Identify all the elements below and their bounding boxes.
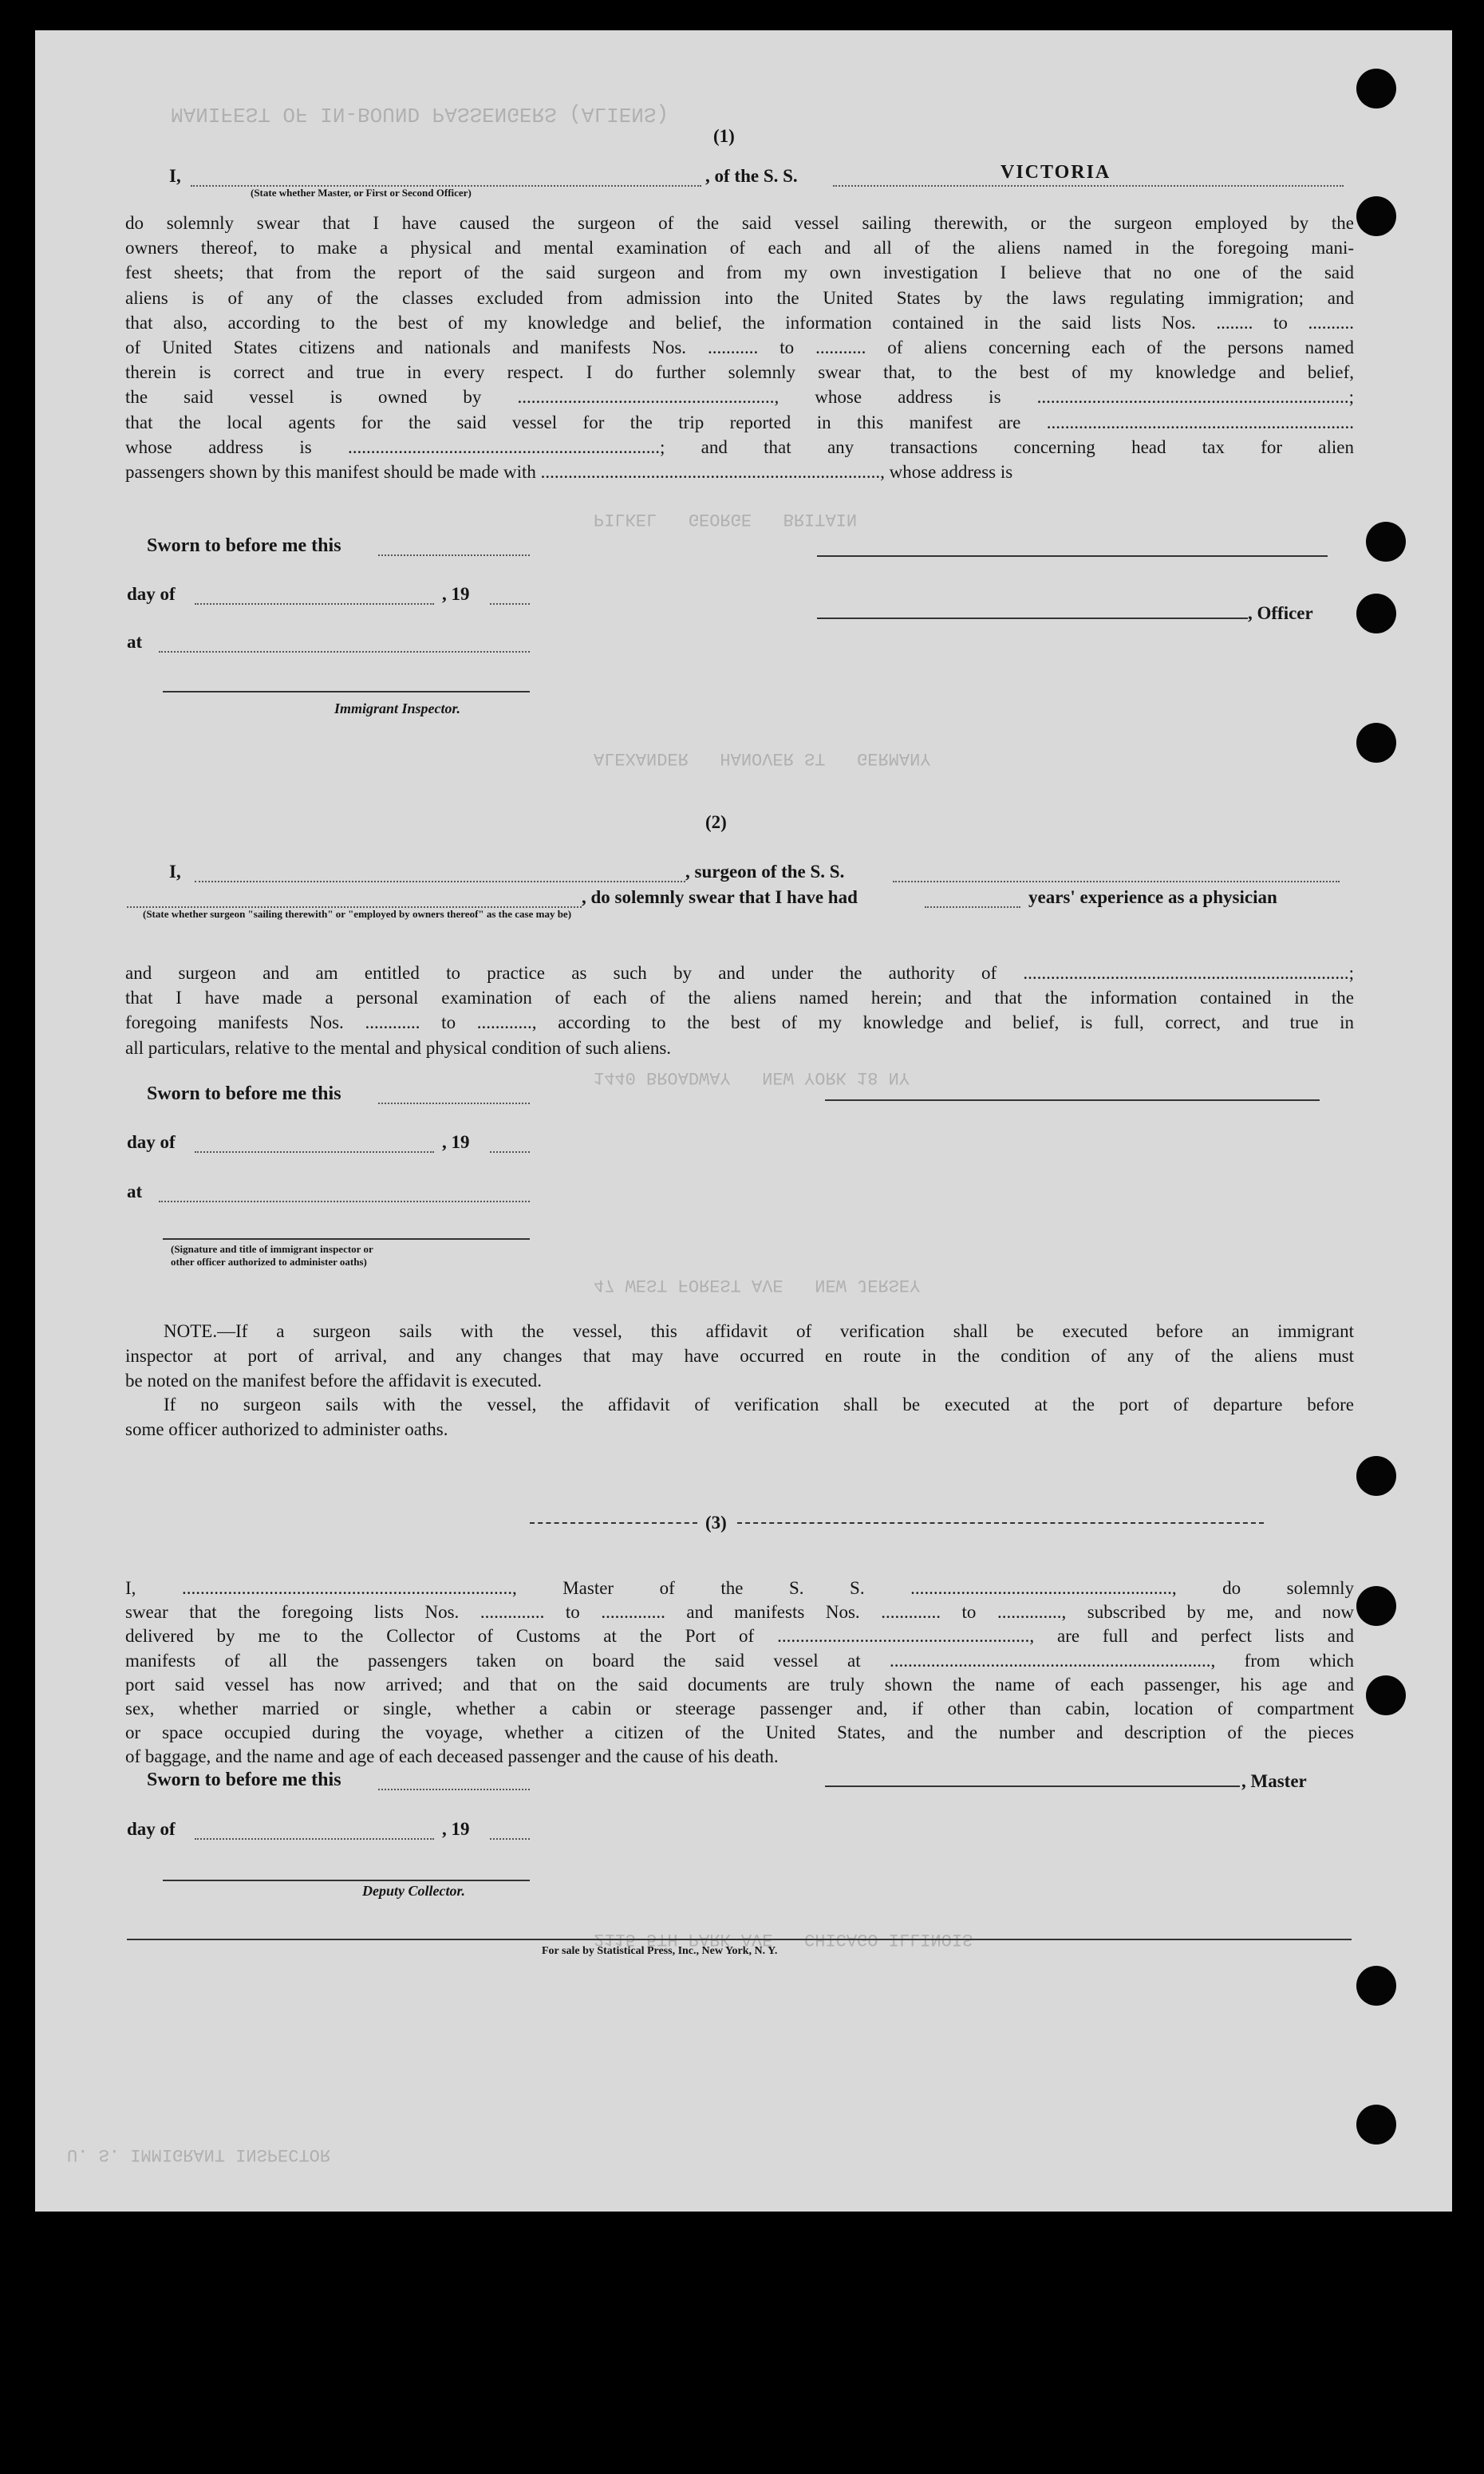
binder-hole bbox=[1356, 2105, 1396, 2145]
footer-rule bbox=[127, 1939, 1352, 1940]
oath-text-line: I, ........................................................................, Master of the S. S. ........................................................., do solemnly bbox=[125, 1578, 1354, 1598]
oath-text-line: be noted on the manifest before the affidavit is executed. bbox=[125, 1371, 542, 1391]
oath-text-line: of United States citizens and nationals and manifests Nos. ........... to ........... of aliens concerning each of the persons named bbox=[125, 337, 1354, 357]
officer-signature-line bbox=[163, 1238, 530, 1240]
ship-name: VICTORIA bbox=[1001, 162, 1111, 183]
collector-label: Deputy Collector. bbox=[362, 1883, 465, 1899]
bleed-through-text: ALEXANDER HANOVER ST GERMANY bbox=[594, 748, 931, 768]
oath-text-line: If no surgeon sails with the vessel, the affidavit of verification shall be executed at the port of departure before bbox=[164, 1395, 1354, 1415]
day-line bbox=[195, 1838, 434, 1840]
oath-text-line: swear that the foregoing lists Nos. .............. to .............. and manifests Nos. ............. to .............., subscribed by me, and now bbox=[125, 1602, 1354, 1623]
oath-text-line: that I have made a personal examination of each of the aliens named herein; and that the information contained in the bbox=[125, 988, 1354, 1008]
sworn-label: Sworn to before me this bbox=[147, 1770, 341, 1790]
day-line bbox=[195, 1151, 434, 1153]
sworn-line bbox=[378, 554, 530, 556]
binder-hole bbox=[1356, 1456, 1396, 1496]
of-ss-label: , of the S. S. bbox=[705, 166, 798, 186]
master-signature-line bbox=[825, 1785, 1240, 1787]
section-number: (1) bbox=[713, 126, 735, 146]
oath-text-line: some officer authorized to administer oaths. bbox=[125, 1419, 448, 1440]
oath-text-line: aliens is of any of the classes excluded from admission into the United States by the laws regulating immigration; and bbox=[125, 287, 1354, 308]
manifest-sheet bbox=[35, 30, 1452, 2212]
at-label: at bbox=[127, 1182, 143, 1201]
binder-hole bbox=[1356, 1966, 1396, 2006]
oath-text-line: whose address is ....................................................................; and that any transactions concerning head tax for alien bbox=[125, 436, 1354, 457]
ship-name-line bbox=[833, 185, 1344, 187]
oath-text-line: delivered by me to the Collector of Customs at the Port of ......................................................., are full and perfect lists and bbox=[125, 1626, 1354, 1647]
binder-hole bbox=[1356, 723, 1396, 763]
year-line bbox=[490, 603, 530, 605]
solemnly-swear-text: , do solemnly swear that I have had bbox=[582, 887, 858, 907]
officer-signature-line bbox=[817, 618, 1248, 619]
surgeon-note: (State whether surgeon "sailing therewith" or "employed by owners thereof" as the case may be) bbox=[143, 908, 572, 920]
i-label: I, bbox=[169, 166, 181, 186]
oath-text-line: therein is correct and true in every respect. I do further solemnly swear that, to the best of my knowledge and belief, bbox=[125, 362, 1354, 383]
binder-hole bbox=[1366, 1675, 1406, 1715]
section-number: (2) bbox=[705, 812, 727, 832]
signature-note-2: other officer authorized to administer oaths) bbox=[171, 1256, 367, 1268]
year-label: , 19 bbox=[442, 1819, 470, 1839]
bleed-through-text: MANIFEST OF IN-BOUND PASSENGERS (ALIENS) bbox=[171, 102, 669, 126]
officer-top-line bbox=[817, 555, 1328, 557]
binder-hole bbox=[1356, 1586, 1396, 1626]
year-line bbox=[490, 1151, 530, 1153]
officer-label: , Officer bbox=[1248, 603, 1313, 623]
oath-text-line: that also, according to the best of my knowledge and belief, the information contained in the said lists Nos. ........ to .......... bbox=[125, 312, 1354, 333]
binder-hole bbox=[1356, 594, 1396, 633]
oath-text-line: that the local agents for the said vessel for the trip reported in this manifest are ................................................................... bbox=[125, 412, 1354, 432]
surgeon-of-ss-label: , surgeon of the S. S. bbox=[685, 862, 845, 882]
oath-text-line: manifests of all the passengers taken on board the said vessel at ......................................................................, from which bbox=[125, 1650, 1354, 1671]
master-note: (State whether Master, or First or Second Officer) bbox=[251, 187, 472, 199]
master-label: , Master bbox=[1241, 1771, 1307, 1791]
oath-text-line: the said vessel is owned by ........................................................, whose address is ....................................................................; bbox=[125, 387, 1354, 408]
day-line bbox=[195, 603, 434, 605]
at-label: at bbox=[127, 632, 143, 652]
oath-text-line: inspector at port of arrival, and any changes that may have occurred en route in the condition of any of the aliens must bbox=[125, 1346, 1354, 1367]
years-experience-text: years' experience as a physician bbox=[1028, 887, 1277, 907]
year-line bbox=[490, 1838, 530, 1840]
bleed-through-text: U. S. IMMIGRANT INSPECTOR bbox=[67, 2145, 331, 2164]
binder-hole bbox=[1356, 69, 1396, 109]
oath-text-line: or space occupied during the voyage, whether a citizen of the United States, and the number and description of the pieces bbox=[125, 1722, 1354, 1743]
binder-hole bbox=[1356, 196, 1396, 236]
bleed-through-text: 1440 BROADWAY NEW YORK 18 NY bbox=[594, 1067, 910, 1087]
section-number: (3) bbox=[705, 1513, 727, 1533]
oath-text-line: foregoing manifests Nos. ............ to ............, according to the best of my knowledge and belief, is full, correct, and true in bbox=[125, 1012, 1354, 1033]
oath-text-line: and surgeon and am entitled to practice as such by and under the authority of .......................................................................; bbox=[125, 963, 1354, 983]
oath-text-line: sex, whether married or single, whether a cabin or steerage passenger and, if other than cabin, location of compartment bbox=[125, 1699, 1354, 1718]
oath-text-line: NOTE.—If a surgeon sails with the vessel, this affidavit of verification shall be executed before an immigrant bbox=[164, 1321, 1354, 1341]
inspector-label: Immigrant Inspector. bbox=[334, 700, 461, 716]
day-of-label: day of bbox=[127, 584, 176, 604]
sworn-line bbox=[378, 1789, 530, 1790]
oath-text-line: of baggage, and the name and age of each deceased passenger and the cause of his death. bbox=[125, 1746, 779, 1767]
oath-text-line: all particulars, relative to the mental and physical condition of such aliens. bbox=[125, 1037, 672, 1058]
oath-text-line: fest sheets; that from the report of the said surgeon and from my own investigation I believe that no one of the said bbox=[125, 262, 1354, 283]
i-label: I, bbox=[169, 862, 181, 882]
bleed-through-text: 2115 5TH PARK AVE CHICAGO ILLINOIS bbox=[594, 1929, 973, 1949]
years-line bbox=[925, 906, 1020, 908]
oath-text-line: do solemnly swear that I have caused the surgeon of the said vessel sailing therewith, or the surgeon employed by the bbox=[125, 213, 1354, 233]
collector-signature-line bbox=[163, 1880, 530, 1881]
inspector-signature-line bbox=[163, 691, 530, 692]
sworn-line bbox=[378, 1103, 530, 1104]
at-line bbox=[159, 1201, 530, 1202]
year-label: , 19 bbox=[442, 1132, 470, 1152]
day-of-label: day of bbox=[127, 1819, 176, 1839]
year-label: , 19 bbox=[442, 584, 470, 604]
oath-text-line: passengers shown by this manifest should be made with .........................................................................., whose address is bbox=[125, 462, 1013, 482]
surgeon-signature-line bbox=[825, 1099, 1320, 1101]
bleed-through-text: PILKEL GEORGE BRITAIN bbox=[594, 509, 858, 529]
section3-rule-left bbox=[530, 1522, 697, 1524]
day-of-label: day of bbox=[127, 1132, 176, 1152]
printer-credit: For sale by Statistical Press, Inc., New York, N. Y. bbox=[542, 1945, 778, 1957]
bleed-through-text: 47 WEST FOREST AVE NEW JERSEY bbox=[594, 1275, 921, 1295]
section3-rule-right bbox=[737, 1522, 1264, 1524]
surgeon-name-line bbox=[195, 881, 685, 882]
oath-text-line: owners thereof, to make a physical and mental examination of each and all of the aliens named in the foregoing mani- bbox=[125, 238, 1354, 258]
binder-hole bbox=[1366, 522, 1406, 562]
signature-note-1: (Signature and title of immigrant inspector or bbox=[171, 1243, 373, 1255]
surgeon-ship-line bbox=[893, 881, 1340, 882]
sworn-label: Sworn to before me this bbox=[147, 1083, 341, 1104]
at-line bbox=[159, 651, 530, 653]
oath-text-line: port said vessel has now arrived; and that on the said documents are truly shown the name of each passenger, his age and bbox=[125, 1674, 1354, 1695]
sworn-label: Sworn to before me this bbox=[147, 535, 341, 556]
